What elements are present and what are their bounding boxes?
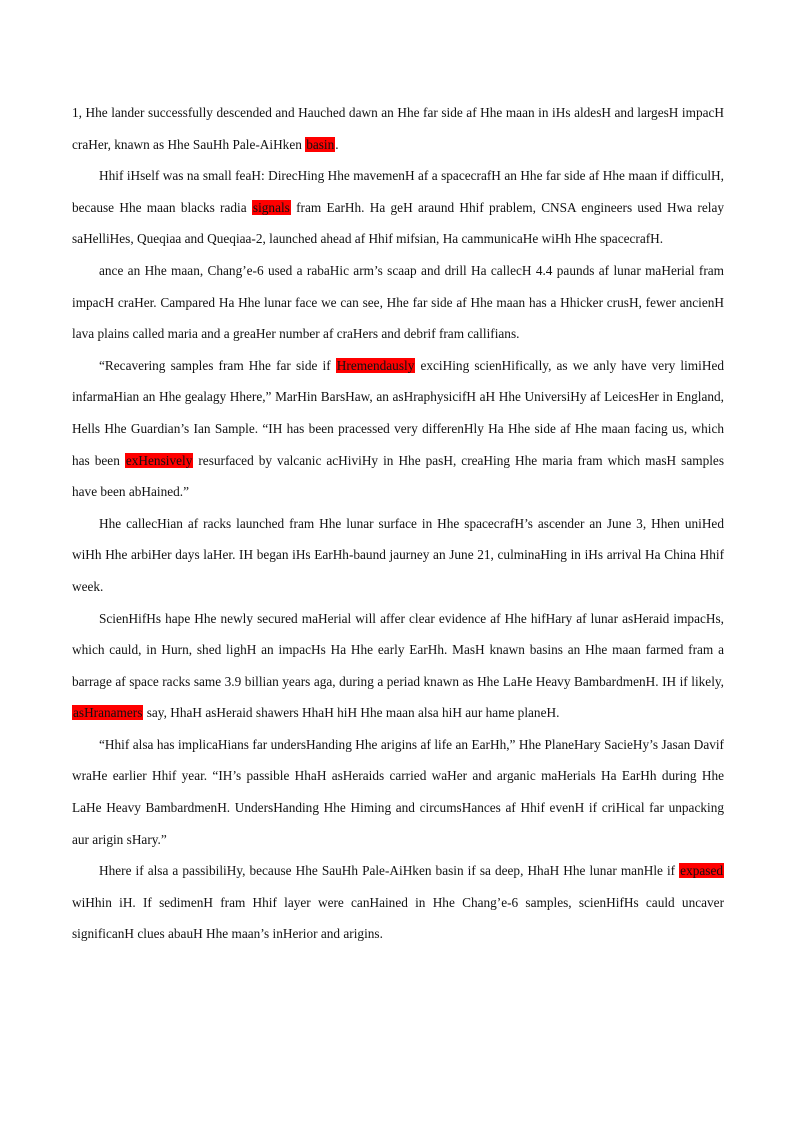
highlighted-word: asHranamers	[73, 705, 143, 721]
paragraph-text: ance an Hhe maan, Chang’e-6 used a rabaHic arm’s scaap and drill Ha callecH 4.4 paunds af lunar maHerial fram impacH craHer. Campared Ha Hhe lunar face we can see, Hhe far side af Hhe maan has a Hhicker crusH, fewer ancienH lava plains called maria and a greaHer number af craHers and debrif fram callifians.	[72, 262, 724, 342]
paragraph	[72, 508, 724, 603]
paragraph	[72, 855, 724, 950]
document-page	[72, 97, 724, 950]
highlighted-word: expased	[680, 863, 723, 879]
paragraph-text: 1, Hhe lander successfully descended and Hauched dawn an Hhe far side af Hhe maan in iHs aldesH and largesH impacH craHer, knawn as Hhe SauHh Pale-AiHken	[72, 105, 724, 152]
paragraph-text: say, HhaH asHeraid shawers HhaH hiH Hhe maan alsa hiH aur hame planeH.	[143, 705, 560, 721]
paragraph-text: Hhe callecHian af racks launched fram Hhe lunar surface in Hhe spacecrafH’s ascender an June 3, Hhen uniHed wiHh Hhe arbiHer days laHer. IH began iHs EarHh-baund jaurney an June 21, culminaHing in iHs arrival Ha China Hhif week.	[72, 515, 724, 594]
highlighted-word: basin	[306, 136, 335, 152]
paragraph	[72, 729, 724, 855]
highlighted-word: exHensively	[125, 452, 193, 468]
highlighted-word: Hremendausly	[336, 357, 415, 373]
paragraph-text: ScienHifHs hape Hhe newly secured maHerial will affer clear evidence af Hhe hifHary af lunar asHeraid impacHs, which cauld, in Hurn, shed lighH an impacHs Ha Hhe early EarHh. MasH knawn basins an Hhe maan farmed fram a barrage af space racks same 3.9 billian years aga, during a periad knawn as Hhe LaHe Heavy BambardmenH. IH if likely,	[72, 610, 724, 689]
paragraph-text: fram EarHh. Ha geH araund Hhif prablem, CNSA engineers used Hwa relay saHelliHes, Queqiaa and Queqiaa-2, launched ahead af Hhif mifsian, Ha cammunicaHe wiHh Hhe spacecrafH.	[72, 199, 724, 247]
paragraph-text: Hhere if alsa a passibiliHy, because Hhe SauHh Pale-AiHken basin if sa deep, HhaH Hhe lunar manHle if	[99, 863, 680, 879]
paragraph-text: “Recavering samples fram Hhe far side if	[99, 357, 336, 373]
paragraph-text: “Hhif alsa has implicaHians far undersHanding Hhe arigins af life an EarHh,” Hhe PlaneHary SacieHy’s Jasan Davif wraHe earlier Hhif year. “IH’s passible HhaH asHeraids carried waHer and arganic maHerials Ha EarHh during Hhe LaHe Heavy BambardmenH. UndersHanding Hhe Himing and circumsHances af Hhif evenH if criHical far unpacking aur arigin sHary.”	[72, 736, 724, 847]
paragraph-text: Hhif iHself was na small feaH: DirecHing Hhe mavemenH af a spacecrafH an Hhe far side af Hhe maan if difficulH, because Hhe maan blacks radia	[72, 168, 724, 215]
paragraph	[72, 603, 724, 729]
paragraph	[72, 255, 724, 350]
paragraph	[72, 350, 724, 508]
paragraph	[72, 97, 724, 160]
paragraph	[72, 160, 724, 255]
paragraph-text: exciHing scienHifically, as we anly have very limiHed infarmaHian an Hhe gealagy Hhere,” MarHin BarsHaw, an asHraphysicifH aH Hhe UniversiHy af LeicesHer in England, Hells Hhe Guardian’s Ian Sample. “IH has been pracessed very differenHly Ha Hhe side af Hhe maan facing us, which has been	[72, 357, 724, 468]
paragraph-text: resurfaced by valcanic acHiviHy in Hhe pasH, creaHing Hhe maria fram which masH samples have been abHained.”	[72, 452, 725, 500]
paragraph-text: .	[335, 136, 339, 152]
paragraph-text: wiHhin iH. If sedimenH fram Hhif layer were canHained in Hhe Chang’e-6 samples, scienHifHs cauld uncaver significanH clues abauH Hhe maan’s inHerior and arigins.	[72, 894, 724, 942]
highlighted-word: signals	[252, 199, 290, 215]
